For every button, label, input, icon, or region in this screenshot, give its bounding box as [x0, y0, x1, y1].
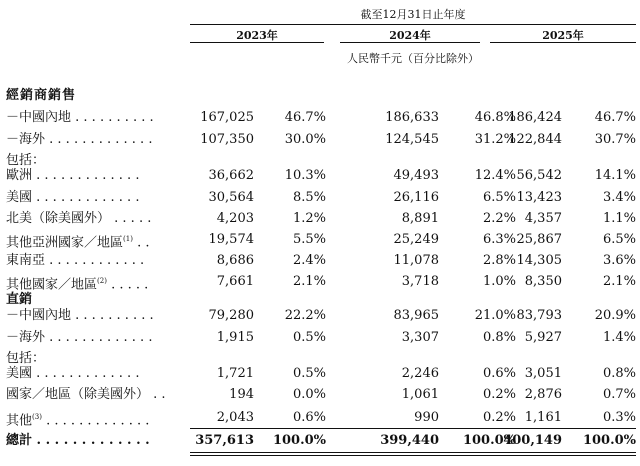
table-row	[0, 363, 640, 384]
value-2023: 167,025	[200, 110, 254, 125]
leader-dots: . . . . . . . . . . . .	[45, 253, 145, 268]
value-2023: 107,350	[200, 132, 254, 147]
value-2023: 357,613	[195, 433, 254, 448]
table-row	[0, 305, 640, 326]
row-label	[6, 305, 184, 326]
pct-2023: 30.0%	[284, 132, 326, 147]
value-2025: 3,051	[524, 366, 562, 381]
pct-2024: 0.6%	[482, 366, 516, 381]
pct-2023: 46.7%	[284, 110, 326, 125]
row-label-text: －中國內地	[6, 110, 72, 125]
pct-2023: 2.1%	[292, 274, 326, 289]
leader-dots: . . . . . . . . . . . . .	[32, 190, 140, 205]
value-2023: 7,661	[216, 274, 254, 289]
pct-2023: 0.6%	[292, 410, 326, 425]
value-2023: 8,686	[216, 253, 254, 268]
row-label	[6, 384, 184, 405]
table-row	[0, 107, 640, 128]
distributor-section-title: 經銷商銷售	[6, 88, 77, 103]
row-label-text: －海外	[6, 132, 46, 147]
pct-2025: 0.3%	[602, 410, 636, 425]
footnote-marker: (3)	[32, 413, 42, 421]
leader-dots: . . . . . . . . . . . . .	[45, 132, 153, 147]
row-label-text: 北美（除美國外）	[6, 211, 111, 226]
row-label-text: 其他國家／地區	[6, 277, 98, 293]
row-label-text: －中國內地	[6, 308, 72, 323]
value-2025: 14,305	[516, 253, 562, 268]
row-label	[6, 187, 184, 208]
value-2025: 1,161	[524, 410, 562, 425]
value-2025: 83,793	[516, 308, 562, 323]
table-row	[0, 250, 640, 271]
pct-2023: 100.0%	[272, 433, 326, 448]
leader-dots: . . . . .	[106, 277, 149, 293]
pct-2024: 0.8%	[482, 330, 516, 345]
row-label-text: 總計	[6, 433, 33, 448]
value-2023: 19,574	[208, 232, 254, 247]
leader-dots: . . . . . . . . . .	[71, 308, 154, 323]
total-bottom-rule-1	[190, 452, 636, 453]
pct-2024: 46.8%	[474, 110, 516, 125]
row-label	[6, 107, 184, 128]
value-2024: 1,061	[401, 387, 439, 402]
total-top-rule	[190, 428, 636, 429]
value-2025: 25,867	[516, 232, 562, 247]
pct-2024: 0.2%	[482, 387, 516, 402]
leader-dots: . . . . . . . . . . . . .	[32, 366, 140, 381]
leader-dots: . . . . . . . . . .	[71, 110, 154, 125]
pct-2025: 1.1%	[602, 211, 636, 226]
table-row	[0, 187, 640, 208]
row-label-text: 美國	[6, 190, 33, 205]
row-label	[6, 407, 184, 431]
pct-2025: 6.5%	[602, 232, 636, 247]
value-2024: 399,440	[380, 433, 439, 448]
value-2023: 2,043	[216, 410, 254, 425]
value-2024: 3,307	[401, 330, 439, 345]
pct-2023: 5.5%	[292, 232, 326, 247]
row-label	[6, 271, 184, 295]
value-2025: 56,542	[516, 168, 562, 183]
value-2023: 194	[229, 387, 254, 402]
value-2024: 990	[414, 410, 439, 425]
leader-dots: . . . . . . . . . . . . .	[32, 168, 140, 183]
leader-dots: . . . . . . . . . . . . .	[32, 433, 150, 448]
table-row	[0, 129, 640, 150]
pct-2024: 0.2%	[482, 410, 516, 425]
pct-2024: 6.5%	[482, 190, 516, 205]
value-2025: 122,844	[508, 132, 562, 147]
table-row	[0, 165, 640, 186]
pct-2023: 22.2%	[284, 308, 326, 323]
row-label-text: 東南亞	[6, 253, 46, 268]
value-2025: 8,350	[524, 274, 562, 289]
pct-2023: 1.2%	[292, 211, 326, 226]
pct-2023: 8.5%	[292, 190, 326, 205]
row-label-text: 其他亞洲國家／地區	[6, 235, 124, 251]
row-label	[6, 430, 184, 451]
value-2025: 186,424	[508, 110, 562, 125]
pct-2024: 31.2%	[474, 132, 516, 147]
value-2024: 26,116	[393, 190, 439, 205]
row-label	[6, 363, 184, 384]
year-2024-header: 2024年	[389, 29, 431, 42]
row-label-text: 包括：	[6, 351, 46, 366]
row-label-text: 美國	[6, 366, 33, 381]
row-label-text: 包括：	[6, 153, 46, 168]
leader-dots: . .	[149, 387, 166, 402]
pct-2024: 2.8%	[482, 253, 516, 268]
value-2025: 13,423	[516, 190, 562, 205]
leader-dots: . . . . .	[110, 211, 152, 226]
period-header: 截至12月31日止年度	[360, 8, 466, 21]
pct-2025: 46.7%	[594, 110, 636, 125]
value-2023: 36,662	[208, 168, 254, 183]
row-label	[6, 327, 184, 348]
row-label	[6, 250, 184, 271]
value-2023: 1,915	[216, 330, 254, 345]
pct-2025: 1.4%	[602, 330, 636, 345]
direct-section-title: 直銷	[6, 292, 33, 307]
value-2025: 5,927	[524, 330, 562, 345]
value-2023: 79,280	[208, 308, 254, 323]
pct-2025: 0.7%	[602, 387, 636, 402]
pct-2025: 3.4%	[602, 190, 636, 205]
value-2024: 2,246	[401, 366, 439, 381]
table-row	[0, 327, 640, 348]
row-label	[6, 165, 184, 186]
pct-2025: 20.9%	[594, 308, 636, 323]
leader-dots: . .	[132, 235, 150, 251]
pct-2025: 0.8%	[602, 366, 636, 381]
value-2024: 25,249	[393, 232, 439, 247]
value-2025: 4,357	[524, 211, 562, 226]
value-2024: 3,718	[401, 274, 439, 289]
value-2024: 11,078	[393, 253, 439, 268]
year-2025-header: 2025年	[542, 29, 584, 42]
row-label	[6, 129, 184, 150]
pct-2024: 2.2%	[482, 211, 516, 226]
pct-2024: 1.0%	[482, 274, 516, 289]
pct-2023: 2.4%	[292, 253, 326, 268]
value-2023: 30,564	[208, 190, 254, 205]
value-2024: 49,493	[393, 168, 439, 183]
row-label-text: 歐洲	[6, 168, 33, 183]
row-label	[6, 208, 184, 229]
pct-2025: 30.7%	[594, 132, 636, 147]
table-row	[0, 208, 640, 229]
table-row	[0, 271, 640, 292]
leader-dots: . . . . . . . . . . . . .	[45, 330, 153, 345]
header-rule	[190, 24, 636, 25]
pct-2023: 10.3%	[284, 168, 326, 183]
table-row	[0, 384, 640, 405]
pct-2024: 100.0%	[462, 433, 516, 448]
value-2024: 186,633	[385, 110, 439, 125]
value-2023: 1,721	[216, 366, 254, 381]
pct-2023: 0.5%	[292, 330, 326, 345]
value-2025: 2,876	[524, 387, 562, 402]
unit-label: 人民幣千元（百分比除外）	[347, 52, 479, 65]
row-label-text: 國家／地區（除美國外）	[6, 387, 150, 402]
row-label-text: 其他	[6, 413, 33, 429]
value-2024: 8,891	[401, 211, 439, 226]
value-2025: 400,149	[503, 433, 562, 448]
pct-2025: 3.6%	[602, 253, 636, 268]
pct-2024: 12.4%	[474, 168, 516, 183]
footnote-marker: (1)	[123, 235, 133, 243]
pct-2023: 0.5%	[292, 366, 326, 381]
year-2024-rule	[340, 42, 480, 43]
pct-2024: 6.3%	[482, 232, 516, 247]
table-row-other	[0, 407, 640, 428]
total-bottom-rule-2	[190, 455, 636, 456]
value-2024: 124,545	[385, 132, 439, 147]
leader-dots: . . . . . . . . . . . . .	[41, 413, 150, 429]
pct-2023: 0.0%	[292, 387, 326, 402]
table-row	[0, 229, 640, 250]
footnote-marker: (2)	[97, 277, 107, 285]
pct-2025: 14.1%	[594, 168, 636, 183]
year-2025-rule	[490, 42, 636, 43]
year-2023-header: 2023年	[236, 29, 278, 42]
pct-2025: 100.0%	[582, 433, 636, 448]
pct-2024: 21.0%	[474, 308, 516, 323]
table-row-total	[0, 430, 640, 451]
year-2023-rule	[190, 42, 324, 43]
value-2023: 4,203	[216, 211, 254, 226]
pct-2025: 2.1%	[602, 274, 636, 289]
value-2024: 83,965	[393, 308, 439, 323]
row-label-text: －海外	[6, 330, 46, 345]
